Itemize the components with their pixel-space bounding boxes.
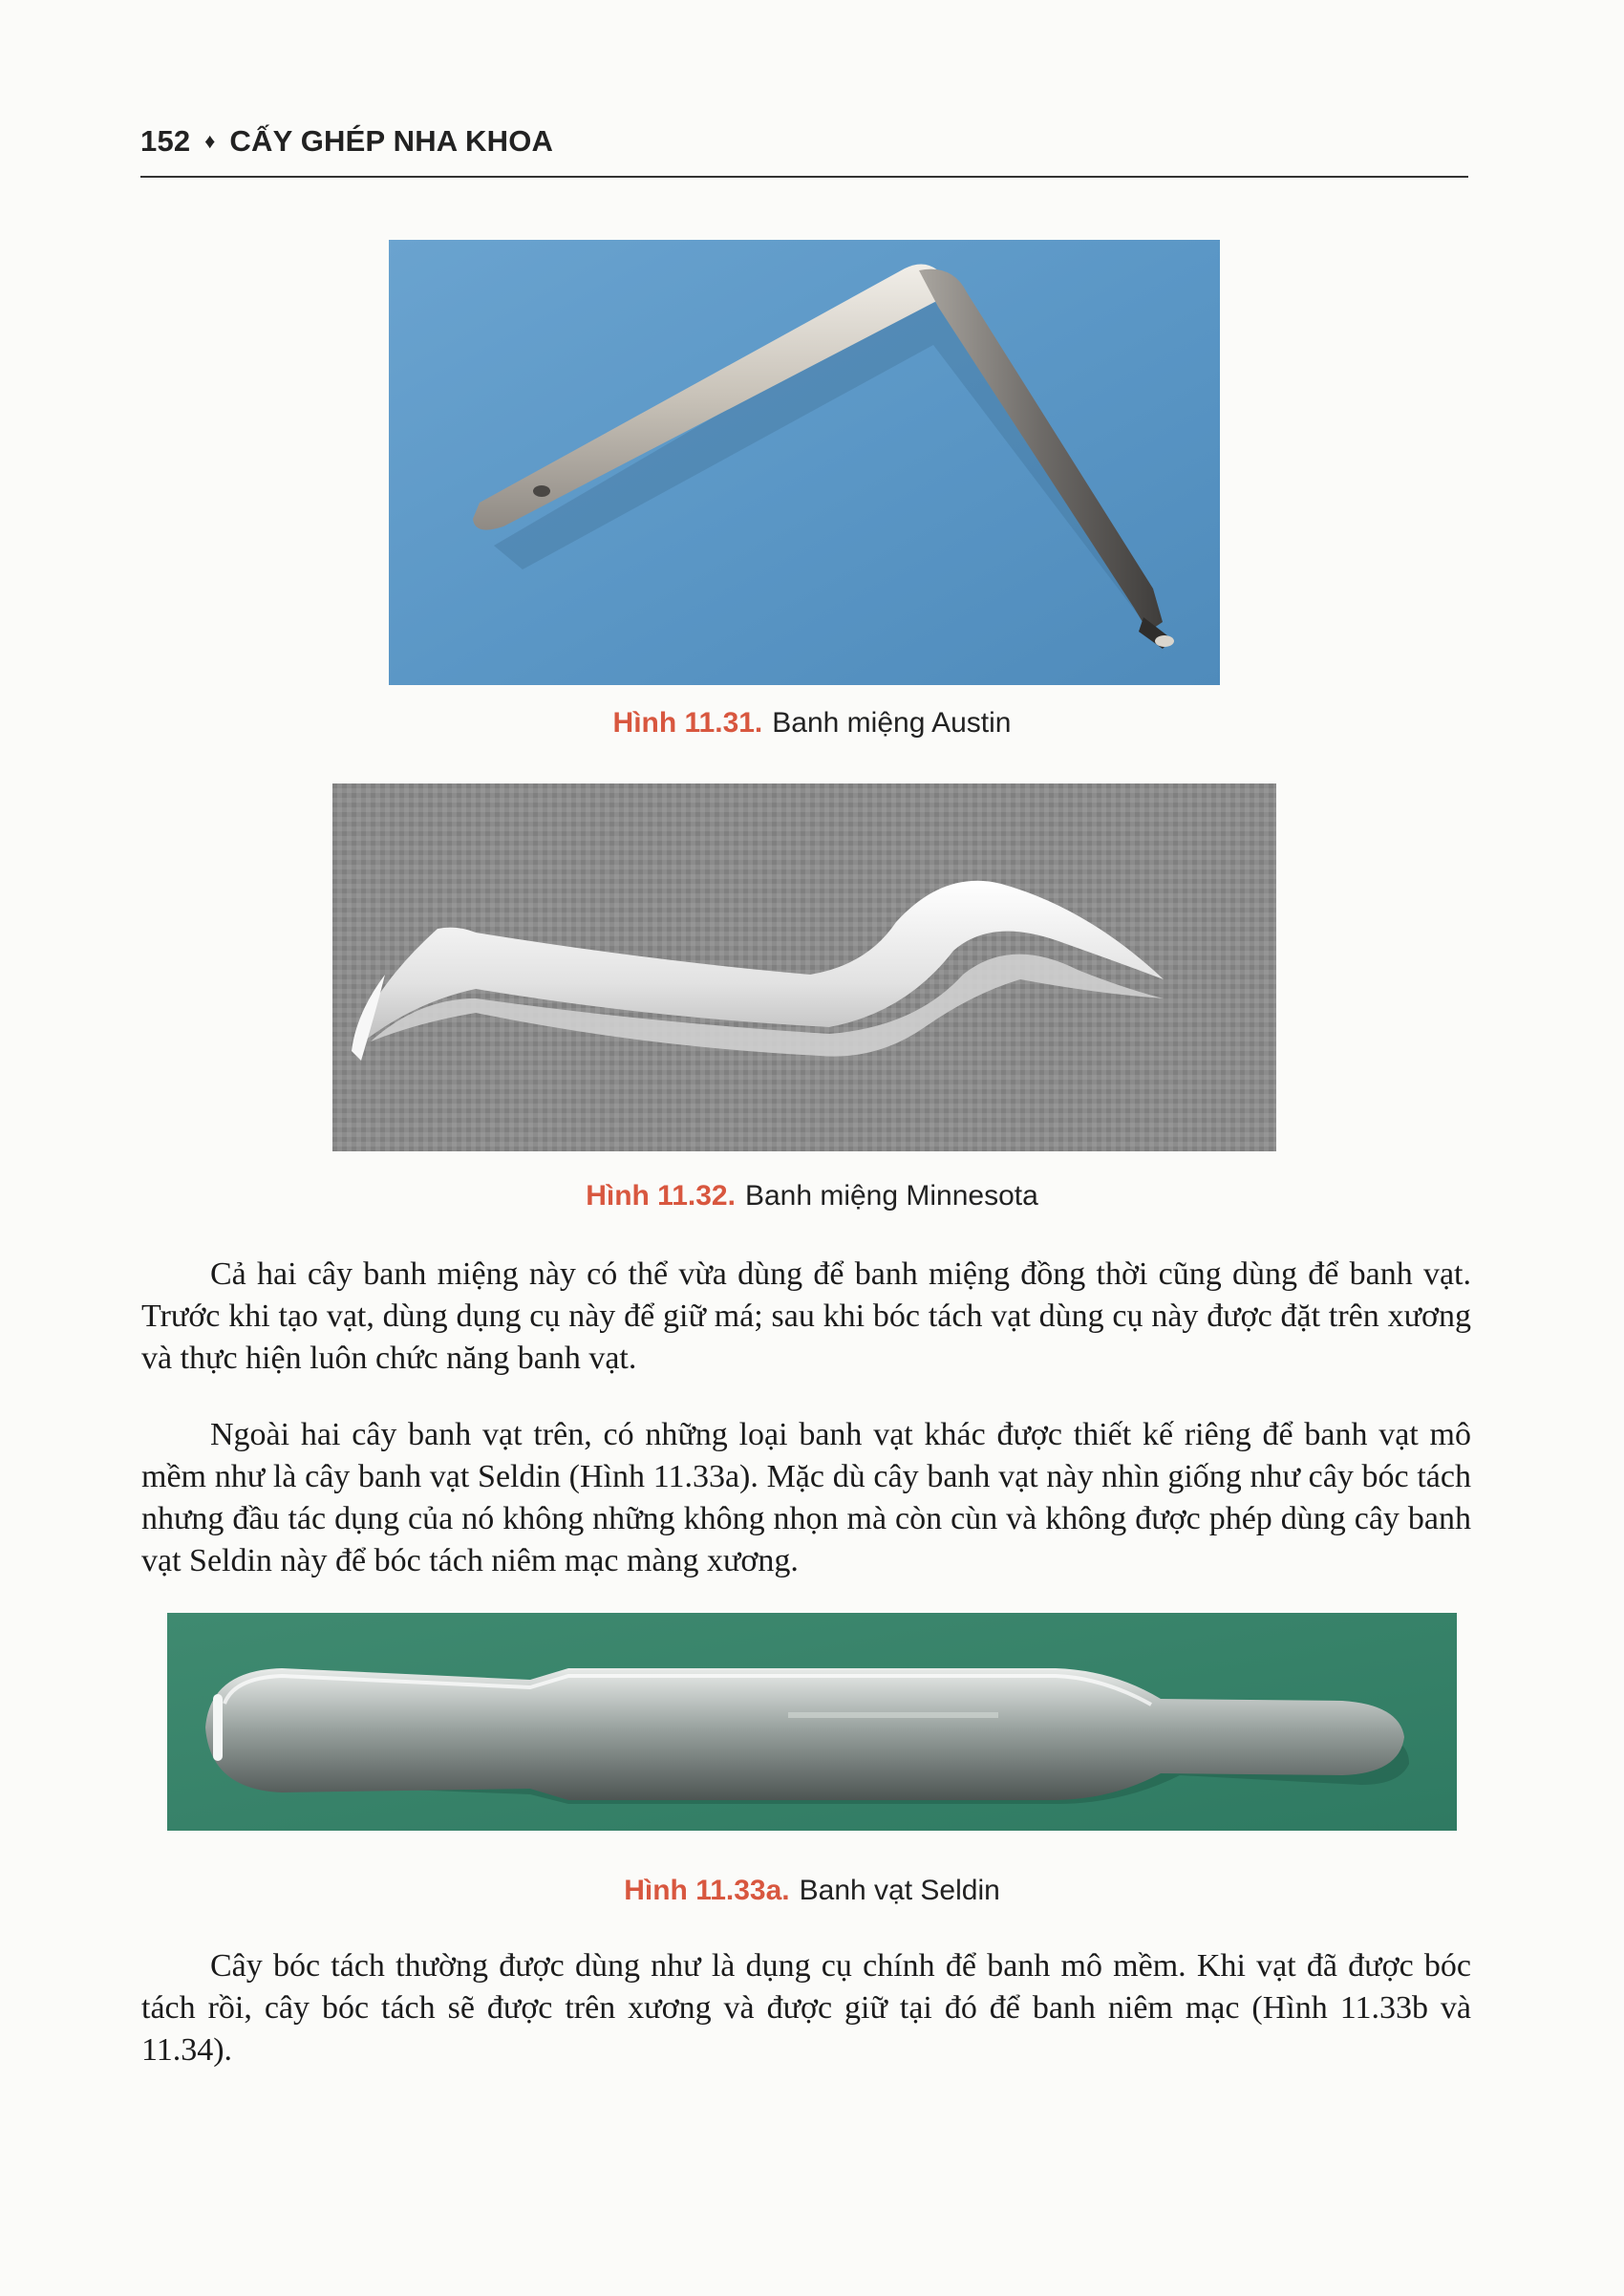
running-header [140, 124, 1468, 159]
figure-number: Hình 11.33a. [624, 1875, 790, 1906]
figure-number: Hình 11.32. [586, 1180, 736, 1212]
figure-caption-text: Banh miệng Minnesota [744, 1180, 1038, 1212]
figure-austin-retractor-image [389, 240, 1220, 685]
figure-minnesota-retractor-image [332, 783, 1276, 1151]
book-title: CẤY GHÉP NHA KHOA [229, 124, 554, 158]
page-number: 152 [140, 124, 191, 158]
figure-seldin-retractor-image [167, 1613, 1457, 1831]
figure-caption-text: Banh vạt Seldin [799, 1875, 1000, 1906]
body-paragraph: Cây bóc tách thường được dùng như là dụng cụ chính để banh mô mềm. Khi vạt đã được bóc tách rồi, cây bóc tách sẽ được trên xương và được giữ tại đó để banh niêm mạc (Hình 11.33b và 11.34). [141, 1948, 1471, 2068]
body-paragraph: Cả hai cây banh miệng này có thể vừa dùng để banh miệng đồng thời cũng dùng để banh vạt. Trước khi tạo vạt, dùng dụng cụ này để giữ má; sau khi bóc tách vạt dùng cụ này được đặt trên xương và thực hiện luôn chức năng banh vạt. [141, 1256, 1471, 1376]
body-paragraph: Ngoài hai cây banh vạt trên, có những loại banh vạt khác được thiết kế riêng để banh vạt mô mềm như là cây banh vạt Seldin (Hình 11.33a). Mặc dù cây banh vạt này nhìn giống như cây bóc tách nhưng đầu tác dụng của nó không những không nhọn mà còn cùn và không được phép dùng cây banh vạt Seldin này để bóc tách niêm mạc màng xương. [141, 1417, 1471, 1578]
figure-caption-text: Banh miệng Austin [772, 707, 1012, 739]
minnesota-retractor-photo [332, 783, 1276, 1151]
diamond-separator-icon: ♦ [204, 129, 216, 153]
austin-retractor-photo [389, 240, 1220, 685]
header-rule [140, 176, 1468, 178]
seldin-retractor-photo [167, 1613, 1457, 1831]
figure-caption-11-33a [0, 1875, 1624, 1907]
figure-number: Hình 11.31. [612, 707, 763, 739]
figure-caption-11-31 [0, 707, 1624, 740]
figure-caption-11-32 [0, 1180, 1624, 1212]
